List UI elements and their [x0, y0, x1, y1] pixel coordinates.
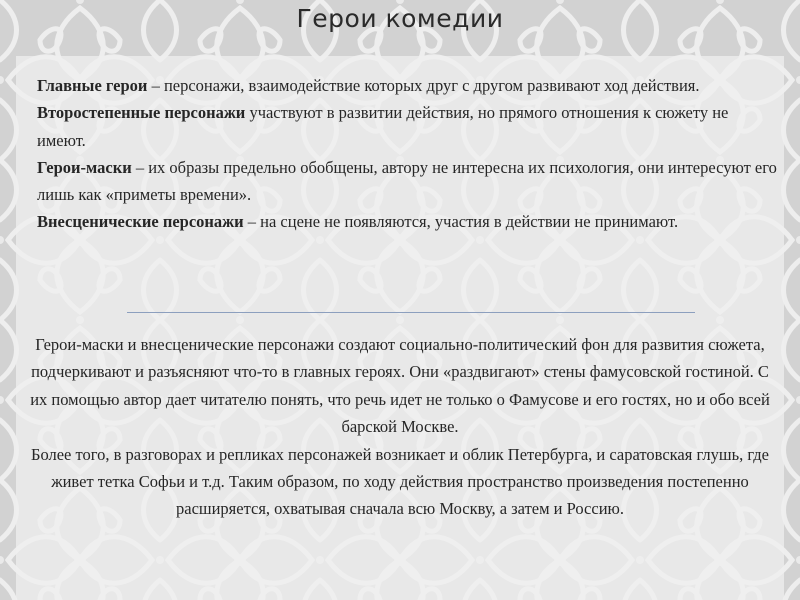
definition-text: – их образы предельно обобщены, автору не интересна их психология, они интересуют его лишь как «приметы времени». — [37, 157, 777, 205]
definition-term: Второстепенные персонажи — [37, 103, 246, 123]
body-text-block — [30, 331, 770, 523]
definition-mask-heroes — [37, 154, 777, 209]
definition-secondary-characters — [37, 99, 777, 154]
definition-term: Главные герои — [37, 76, 148, 95]
definition-term: Герои-маски — [37, 157, 132, 177]
definition-term: Внесценические персонажи — [37, 212, 244, 232]
definition-text: – персонажи, взаимодействие которых друг с другом развивают ход действия. — [147, 76, 700, 95]
slide-title: Герои комедии — [296, 4, 504, 33]
divider-line — [127, 312, 695, 313]
definition-text: участвуют в развитии действия, но прямого отношения к сюжету не имеют. — [37, 103, 729, 150]
definition-main-heroes — [37, 72, 777, 99]
definition-text: – на сцене не появляются, участия в действии не принимают. — [243, 212, 679, 232]
body-paragraph: Более того, в разговорах и репликах персонажей возникает и облик Петербурга, и саратовская глушь, где живет тетка Софьи и т.д. Таким образом, по ходу действия пространство произведения постепенно расширяется, охватывая сначала всю Москву, а затем и Россию. — [30, 444, 770, 519]
definition-offstage-characters — [37, 208, 777, 235]
definitions-block — [37, 72, 777, 236]
body-paragraph: Герои-маски и внесценические персонажи создают социально-политический фон для развития сюжета, подчеркивают и разъясняют что-то в главных героях. Они «раздвигают» стены фамусовской гостиной. С их помощью автор дает читателю понять, что речь идет не только о Фамусове и его гостях, но и обо всей барской Москве. — [30, 335, 770, 437]
